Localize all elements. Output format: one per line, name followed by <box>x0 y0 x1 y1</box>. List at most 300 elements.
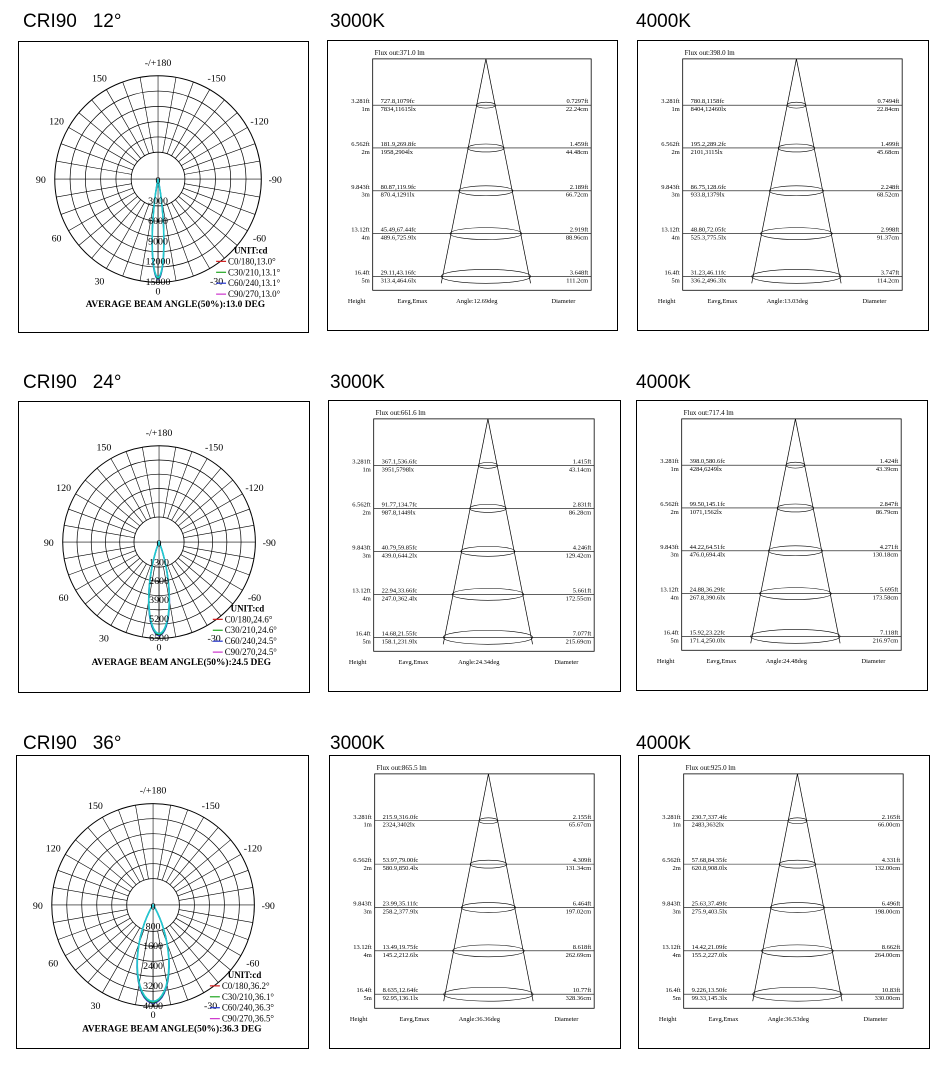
polar-radial-label: 0 <box>156 538 162 550</box>
cone-illuminance-lx: 7834,11615lx <box>380 106 416 114</box>
cone-edge <box>752 59 797 283</box>
group-3-4000k-panel <box>638 755 930 1049</box>
polar-radial-label: 800 <box>145 921 161 933</box>
polar-angle-label: 0 <box>155 286 161 298</box>
cone-height-ft: 16.4ft <box>664 269 680 277</box>
polar-radial-label: 4000 <box>143 1000 163 1012</box>
polar-unit-label: UNIT:cd <box>233 245 268 256</box>
cone-footer-angle: Angle:24.34deg <box>458 659 500 667</box>
cone-height-m: 5m <box>362 638 371 646</box>
polar-angle-label: 60 <box>51 233 62 245</box>
cone-footer-angle: Angle:36.53deg <box>767 1016 809 1024</box>
cone-height-ft: 16.4ft <box>355 630 371 638</box>
polar-angle-label: 90 <box>43 538 54 550</box>
cone-height-ft: 6.562ft <box>660 500 679 508</box>
cone-height-ft: 6.562ft <box>352 501 371 509</box>
cone-height-ft: 13.12ft <box>660 586 679 594</box>
cone-footer-diameter: Diameter <box>554 1016 579 1024</box>
cone-diameter-ft: 10.83ft <box>881 987 901 995</box>
cone-flux-label: Flux out:398.0 lm <box>684 48 735 57</box>
polar-angle-label: -60 <box>252 233 267 245</box>
polar-angle-label: 60 <box>58 593 69 605</box>
polar-radial-label: 1600 <box>143 941 163 953</box>
polar-spoke <box>179 196 238 245</box>
cone-illuminance-lx: 476.0,694.4lx <box>689 551 726 559</box>
polar-spoke <box>184 161 259 174</box>
cone-illuminance-fc: 29.11,43.16fc <box>380 269 416 277</box>
group-1-polar-panel <box>18 41 309 333</box>
cone-height-ft: 13.12ft <box>662 943 681 951</box>
polar-spoke <box>92 100 141 159</box>
polar-radial-label: 5200 <box>149 613 169 625</box>
cone-diameter-ft: 6.464ft <box>572 900 592 908</box>
polar-legend-entry: C0/180,24.6° <box>224 614 273 625</box>
polar-spoke <box>163 447 175 517</box>
cone-diameter-cm: 262.69cm <box>565 951 592 959</box>
polar-legend-entry: C90/270,36.5° <box>221 1013 274 1024</box>
cone-height-ft: 16.4ft <box>665 987 681 995</box>
cone-diameter-ft: 0.7494ft <box>877 98 900 106</box>
cone-illuminance-lx: 92.95,136.1lx <box>382 995 419 1003</box>
polar-angle-label: -30 <box>204 1000 218 1012</box>
cone-edge <box>488 774 533 1001</box>
polar-angle-label: -90 <box>261 900 275 912</box>
polar-legend-entry: C60/240,13.1° <box>228 278 281 289</box>
polar-angle-label: 30 <box>94 276 105 288</box>
cone-height-m: 4m <box>670 594 679 602</box>
cone-footer-eavg: Eavg,Emax <box>707 298 738 306</box>
cone-height-ft: 6.562ft <box>661 140 680 148</box>
group-1-4000k-panel <box>637 40 929 331</box>
cone-flux-label: Flux out:661.6 lm <box>375 408 426 417</box>
cone-footer-height: Height <box>349 1016 368 1024</box>
cone-edge <box>444 774 489 1001</box>
cone-flux-label: Flux out:865.5 lm <box>376 763 427 772</box>
cone-footer-diameter: Diameter <box>554 659 579 667</box>
polar-legend-entry: C30/210,13.1° <box>228 267 281 278</box>
cone-illuminance-lx: 933.8,1379lx <box>690 191 725 199</box>
cone-height-ft: 3.281ft <box>352 458 371 466</box>
cone-edge <box>795 419 840 643</box>
group-3-4000k-cone <box>639 756 929 1048</box>
cone-flux-label: Flux out:371.0 lm <box>374 48 425 57</box>
cone-diameter-cm: 44.48cm <box>565 148 589 156</box>
cone-footer-height: Height <box>658 1016 677 1024</box>
group-2-cri: CRI90 <box>23 372 77 393</box>
cone-diameter-ft: 8.662ft <box>881 943 901 951</box>
cone-diameter-cm: 66.72cm <box>565 191 589 199</box>
cone-diameter-ft: 2.919ft <box>569 226 589 234</box>
group-1-cri: CRI90 <box>23 11 77 32</box>
cone-illuminance-fc: 195.2,289.2fc <box>690 140 727 148</box>
polar-angle-label: -60 <box>247 593 262 605</box>
cone-diameter-ft: 4.331ft <box>881 857 901 865</box>
cone-diameter-ft: 2.155ft <box>572 813 592 821</box>
group-1-3000k-panel <box>327 40 618 331</box>
cone-footer-eavg: Eavg,Emax <box>708 1016 739 1024</box>
group-2-3000k-title: 3000K <box>330 372 385 393</box>
polar-beam-angle-caption: AVERAGE BEAM ANGLE(50%):36.3 DEG <box>82 1024 262 1035</box>
polar-angle-label: 120 <box>56 482 72 494</box>
group-2-polar-diagram <box>19 402 309 692</box>
polar-angle-label: 60 <box>48 958 59 970</box>
cone-height-m: 2m <box>363 865 372 873</box>
cone-diameter-cm: 132.00cm <box>874 865 901 873</box>
cone-height-m: 2m <box>362 509 371 517</box>
cone-diameter-ft: 2.831ft <box>572 501 592 509</box>
polar-legend-entry: C0/180,36.2° <box>221 980 270 991</box>
cone-edge <box>441 59 486 283</box>
cone-diameter-ft: 1.499ft <box>880 140 900 148</box>
cone-diameter-cm: 172.55cm <box>565 595 592 603</box>
cone-diameter-cm: 45.68cm <box>876 148 900 156</box>
cone-diameter-ft: 1.424ft <box>879 458 899 466</box>
cone-height-m: 5m <box>670 637 679 645</box>
cone-diameter-cm: 330.00cm <box>874 995 901 1003</box>
cone-height-m: 3m <box>363 908 372 916</box>
cone-diameter-cm: 43.14cm <box>568 466 592 474</box>
polar-spoke <box>92 200 141 259</box>
cone-height-m: 3m <box>670 551 679 559</box>
group-3-polar-panel <box>16 755 309 1049</box>
cone-height-ft: 3.281ft <box>353 813 372 821</box>
cone-illuminance-lx: 3951,5798lx <box>381 466 415 474</box>
cone-height-m: 3m <box>361 191 370 199</box>
cone-edge <box>753 774 798 1001</box>
cone-height-m: 4m <box>362 595 371 603</box>
cone-diameter-ft: 3.648ft <box>569 269 589 277</box>
cone-illuminance-lx: 155.2,227.0lx <box>691 951 728 959</box>
cone-height-m: 5m <box>671 277 680 285</box>
cone-diameter-ft: 0.7297ft <box>566 98 589 106</box>
cone-footer-eavg: Eavg,Emax <box>397 298 428 306</box>
polar-radial-label: 3900 <box>149 595 169 607</box>
cone-illuminance-fc: 40.79,59.85fc <box>381 544 418 552</box>
cone-height-ft: 6.562ft <box>662 857 681 865</box>
cone-illuminance-lx: 258.2,377.9lx <box>382 908 419 916</box>
cone-illuminance-lx: 987.8,1449lx <box>381 509 416 517</box>
cone-flux-label: Flux out:717.4 lm <box>683 408 734 417</box>
polar-spoke <box>184 184 259 197</box>
cone-height-m: 3m <box>362 552 371 560</box>
cone-height-m: 4m <box>363 951 372 959</box>
cone-diameter-cm: 173.58cm <box>872 594 899 602</box>
polar-angle-label: 150 <box>91 73 107 85</box>
cone-illuminance-fc: 25.63,37.49fc <box>691 900 728 908</box>
group-2-polar-panel <box>18 401 310 693</box>
polar-beam-angle-caption: AVERAGE BEAM ANGLE(50%):24.5 DEG <box>91 658 271 669</box>
cone-diameter-cm: 114.2cm <box>877 277 900 285</box>
cone-diameter-cm: 66.00cm <box>877 821 901 829</box>
cone-diameter-cm: 86.79cm <box>875 508 899 516</box>
polar-radial-label: 2600 <box>149 576 169 588</box>
cone-height-m: 3m <box>671 191 680 199</box>
cone-illuminance-lx: 145.2,212.6lx <box>382 951 419 959</box>
cone-illuminance-fc: 181.9,269.8fc <box>380 140 417 148</box>
group-3-3000k-panel <box>329 755 621 1049</box>
cone-edge <box>797 774 842 1001</box>
cone-illuminance-lx: 2101,3115lx <box>690 148 723 156</box>
group-2-3000k-cone <box>329 401 620 691</box>
group-3-cri: CRI90 <box>23 733 77 754</box>
group-1-heading <box>23 11 121 33</box>
cone-frame <box>682 419 901 650</box>
cone-edge <box>796 59 841 283</box>
cone-diameter-ft: 3.747ft <box>880 269 900 277</box>
cone-footer-angle: Angle:13.03deg <box>766 298 808 306</box>
cone-footer-height: Height <box>657 298 676 306</box>
cone-illuminance-lx: 4284,6249lx <box>689 466 723 474</box>
cone-diameter-ft: 1.415ft <box>572 458 592 466</box>
polar-beam-angle-caption: AVERAGE BEAM ANGLE(50%):13.0 DEG <box>85 300 266 311</box>
cone-height-m: 1m <box>671 106 680 114</box>
cone-flux-label: Flux out:925.0 lm <box>685 763 736 772</box>
cone-illuminance-fc: 45.49,67.44fc <box>380 226 417 234</box>
polar-spoke <box>179 113 238 162</box>
cone-height-m: 1m <box>362 466 371 474</box>
cone-illuminance-lx: 580.9,850.4lx <box>382 865 419 873</box>
cone-height-ft: 16.4ft <box>356 987 372 995</box>
cone-frame <box>683 59 902 290</box>
polar-spoke <box>184 546 254 558</box>
polar-radial-label: 0 <box>155 175 161 187</box>
cone-diameter-ft: 2.165ft <box>881 813 901 821</box>
cone-illuminance-lx: 275.9,403.5lx <box>691 908 728 916</box>
polar-legend-entry: C90/270,24.5° <box>224 647 277 658</box>
polar-spoke <box>184 525 254 537</box>
cone-illuminance-fc: 398.0,580.6fc <box>689 458 726 466</box>
cone-height-ft: 16.4ft <box>354 269 370 277</box>
cone-illuminance-lx: 158.1,231.9lx <box>381 638 418 646</box>
polar-legend-entry: C30/210,36.1° <box>221 991 274 1002</box>
polar-spoke <box>53 887 127 900</box>
polar-angle-label: -120 <box>245 482 264 494</box>
cone-height-ft: 3.281ft <box>351 98 370 106</box>
polar-angle-label: 0 <box>156 642 162 654</box>
polar-angle-label: 30 <box>98 633 109 645</box>
polar-radial-label: 15000 <box>145 276 171 288</box>
cone-height-ft: 16.4ft <box>663 629 679 637</box>
cone-diameter-cm: 129.42cm <box>565 552 592 560</box>
cone-height-ft: 13.12ft <box>352 587 371 595</box>
group-2-4000k-panel <box>636 400 928 691</box>
polar-angle-label: 120 <box>49 116 64 128</box>
cone-edge <box>443 419 488 644</box>
cone-illuminance-fc: 13.49,19.75fc <box>382 943 419 951</box>
polar-angle-label: 90 <box>35 175 46 187</box>
cone-diameter-ft: 4.246ft <box>572 544 592 552</box>
polar-spoke <box>140 77 153 152</box>
polar-angle-label: 90 <box>32 900 43 912</box>
cone-illuminance-fc: 367.1,536.6fc <box>381 458 418 466</box>
cone-illuminance-lx: 525.3,775.5lx <box>690 234 727 242</box>
group-3-4000k-title: 4000K <box>636 733 691 754</box>
polar-spoke <box>175 100 224 159</box>
cone-diameter-cm: 131.34cm <box>565 865 592 873</box>
cone-height-m: 1m <box>672 821 681 829</box>
cone-diameter-cm: 91.37cm <box>876 234 900 242</box>
polar-angle-label: -30 <box>207 633 221 645</box>
cone-illuminance-fc: 14.42,21.09fc <box>691 943 728 951</box>
polar-radial-label: 6000 <box>148 216 168 228</box>
polar-angle-label: -150 <box>201 801 220 813</box>
cone-illuminance-lx: 1958,2904lx <box>380 148 414 156</box>
polar-angle-label: -90 <box>268 175 282 187</box>
cone-height-m: 1m <box>361 106 370 114</box>
polar-angle-label: -120 <box>243 843 262 855</box>
cone-height-ft: 9.843ft <box>661 183 680 191</box>
group-2-4000k-title: 4000K <box>636 372 691 393</box>
cone-height-m: 5m <box>363 995 372 1003</box>
polar-angle-label: -120 <box>250 116 269 128</box>
polar-spoke <box>142 447 154 517</box>
cone-diameter-ft: 4.309ft <box>572 857 592 865</box>
cone-height-ft: 13.12ft <box>661 226 680 234</box>
cone-illuminance-lx: 247.0,362.4lx <box>381 595 418 603</box>
cone-diameter-ft: 2.248ft <box>880 183 900 191</box>
polar-spoke <box>135 805 148 879</box>
polar-spoke <box>158 805 171 879</box>
group-1-3000k-cone <box>328 41 617 330</box>
cone-height-ft: 3.281ft <box>661 98 680 106</box>
cone-illuminance-lx: 620.8,908.0lx <box>691 865 728 873</box>
group-1-4000k-cone <box>638 41 928 330</box>
polar-spoke <box>179 887 253 900</box>
polar-angle-label: -/+180 <box>144 57 172 69</box>
cone-diameter-ft: 10.77ft <box>572 987 592 995</box>
cone-diameter-ft: 7.077ft <box>572 630 592 638</box>
polar-angle-label: -60 <box>246 958 260 970</box>
cone-footer-diameter: Diameter <box>862 298 887 306</box>
cone-illuminance-fc: 8.635,12.64fc <box>382 987 419 995</box>
polar-angle-label: 30 <box>90 1000 101 1012</box>
cone-footer-angle: Angle:12.69deg <box>456 298 498 306</box>
polar-angle-label: -/+180 <box>145 427 173 439</box>
polar-radial-label: 12000 <box>145 256 171 268</box>
polar-radial-label: 1300 <box>149 557 169 569</box>
cone-height-m: 4m <box>672 951 681 959</box>
cone-height-ft: 9.843ft <box>662 900 681 908</box>
polar-angle-label: 150 <box>88 801 103 813</box>
polar-legend-entry: C0/180,13.0° <box>228 256 276 267</box>
cone-height-m: 2m <box>670 508 679 516</box>
cone-height-ft: 13.12ft <box>351 226 370 234</box>
cone-height-ft: 9.843ft <box>353 900 372 908</box>
cone-illuminance-lx: 489.6,725.9lx <box>380 234 417 242</box>
polar-spoke <box>79 113 138 162</box>
cone-footer-height: Height <box>656 658 675 666</box>
group-1-3000k-title: 3000K <box>330 11 385 32</box>
cone-illuminance-fc: 780.8,1158fc <box>690 98 725 106</box>
cone-illuminance-lx: 870.4,1291lx <box>380 191 415 199</box>
polar-spoke <box>53 910 127 923</box>
polar-radial-label: 3200 <box>143 980 163 992</box>
polar-angle-label: -150 <box>205 442 224 454</box>
cone-footer-diameter: Diameter <box>861 658 886 666</box>
cone-diameter-cm: 68.52cm <box>876 191 900 199</box>
cone-height-m: 2m <box>672 865 681 873</box>
cone-illuminance-lx: 439.0,644.2lx <box>381 552 418 560</box>
polar-unit-label: UNIT:cd <box>230 603 265 614</box>
cone-illuminance-fc: 99.50,145.1fc <box>689 500 726 508</box>
cone-diameter-ft: 7.118ft <box>880 629 899 637</box>
cone-frame <box>375 774 594 1008</box>
group-3-angle: 36° <box>92 733 122 754</box>
cone-illuminance-fc: 15.92,23.22fc <box>689 629 726 637</box>
polar-angle-label: 0 <box>150 1010 156 1022</box>
group-1-angle: 12° <box>92 11 122 32</box>
cone-diameter-cm: 22.24cm <box>565 106 589 114</box>
cone-height-m: 4m <box>361 234 370 242</box>
cone-diameter-ft: 5.661ft <box>572 587 592 595</box>
cone-diameter-cm: 88.96cm <box>565 234 589 242</box>
cone-diameter-ft: 8.618ft <box>572 943 592 951</box>
cone-frame <box>374 419 594 651</box>
cone-diameter-cm: 43.39cm <box>875 466 899 474</box>
cone-diameter-cm: 86.28cm <box>568 509 592 517</box>
cone-illuminance-lx: 99.33,145.3lx <box>691 995 728 1003</box>
polar-spoke <box>175 200 224 259</box>
polar-angle-label: -30 <box>210 276 224 288</box>
cone-illuminance-fc: 22.94,33.66fc <box>381 587 418 595</box>
polar-legend-entry: C60/240,36.3° <box>221 1002 274 1013</box>
group-3-polar-diagram <box>17 756 308 1048</box>
cone-height-m: 1m <box>363 821 372 829</box>
cone-illuminance-fc: 57.68,84.35fc <box>691 857 728 865</box>
cone-height-m: 3m <box>672 908 681 916</box>
cone-height-ft: 9.843ft <box>660 543 679 551</box>
cone-illuminance-lx: 1071,1562lx <box>689 508 723 516</box>
polar-spoke <box>56 161 131 174</box>
cone-frame <box>684 774 903 1008</box>
polar-unit-label: UNIT:cd <box>227 969 262 980</box>
cone-diameter-cm: 22.84cm <box>876 106 900 114</box>
polar-spoke <box>179 910 253 923</box>
cone-height-m: 5m <box>672 995 681 1003</box>
cone-illuminance-fc: 14.68,21.55fc <box>381 630 418 638</box>
cone-footer-eavg: Eavg,Emax <box>398 659 429 667</box>
cone-diameter-cm: 215.69cm <box>565 638 592 646</box>
group-2-3000k-panel <box>328 400 621 692</box>
cone-diameter-ft: 2.189ft <box>569 183 589 191</box>
polar-radial-label: 9000 <box>148 236 168 248</box>
cone-illuminance-lx: 336.2,496.3lx <box>690 277 727 285</box>
cone-illuminance-fc: 86.75,128.6fc <box>690 183 727 191</box>
polar-angle-label: -150 <box>207 73 226 85</box>
cone-illuminance-fc: 9.226,13.50fc <box>691 987 728 995</box>
polar-radial-label: 3000 <box>148 195 168 207</box>
cone-footer-diameter: Diameter <box>863 1016 888 1024</box>
cone-illuminance-fc: 48.80,72.05fc <box>690 226 727 234</box>
cone-illuminance-fc: 24.88,36.29fc <box>689 586 726 594</box>
cone-diameter-ft: 4.271ft <box>879 543 899 551</box>
cone-height-m: 4m <box>671 234 680 242</box>
cone-illuminance-fc: 23.99,35.11fc <box>382 900 418 908</box>
cone-footer-height: Height <box>347 298 366 306</box>
cone-illuminance-fc: 31.23,46.11fc <box>690 269 726 277</box>
cone-frame <box>373 59 591 290</box>
cone-height-m: 1m <box>670 466 679 474</box>
cone-footer-angle: Angle:24.48deg <box>765 658 807 666</box>
cone-footer-eavg: Eavg,Emax <box>399 1016 430 1024</box>
cone-height-ft: 9.843ft <box>351 183 370 191</box>
cone-footer-angle: Angle:36.36deg <box>458 1016 500 1024</box>
cone-height-ft: 13.12ft <box>353 943 372 951</box>
group-2-heading <box>23 372 121 394</box>
cone-illuminance-fc: 91.77,134.7fc <box>381 501 418 509</box>
cone-height-m: 2m <box>671 148 680 156</box>
cone-edge <box>488 419 533 644</box>
